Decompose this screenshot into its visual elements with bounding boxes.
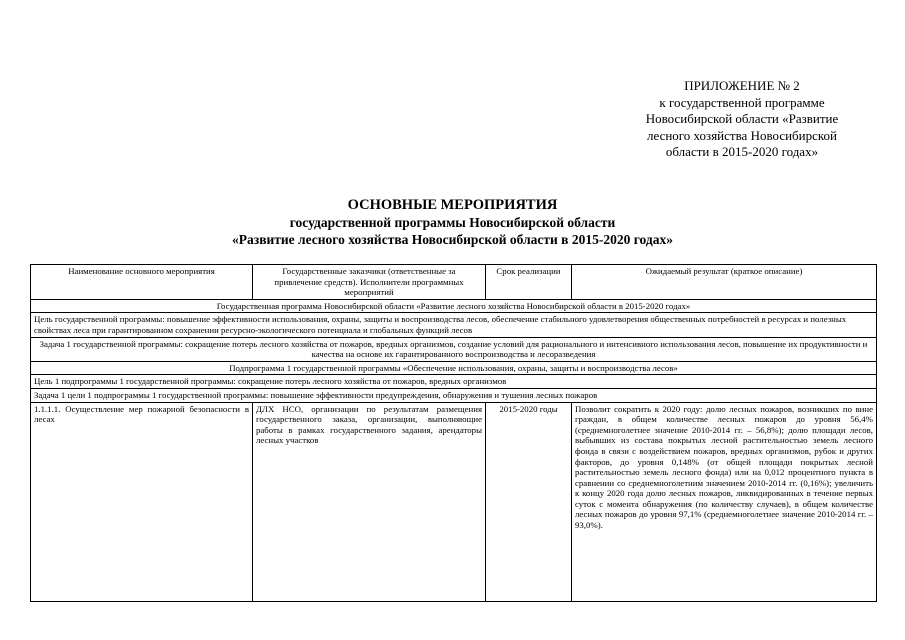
appendix-line: к государственной программе bbox=[659, 94, 825, 110]
subprogram-goal-cell: Цель 1 подпрограммы 1 государственной программы: сокращение потерь лесного хозяйства от пожаров, вредных организмов bbox=[31, 375, 877, 389]
table-row bbox=[31, 313, 877, 337]
document-subtitle: государственной программы Новосибирской области bbox=[289, 215, 616, 230]
column-header-period: Срок реализации bbox=[486, 265, 572, 300]
appendix-block bbox=[612, 78, 872, 161]
program-title-cell: Государственная программа Новосибирской области «Развитие лесного хозяйства Новосибирской области в 2015-2020 годах» bbox=[31, 299, 877, 313]
appendix-line: Новосибирской области «Развитие bbox=[645, 111, 839, 126]
column-header-customers: Государственные заказчики (ответственные за привлечение средств). Исполнители программных мероприятий bbox=[253, 265, 486, 300]
table-row bbox=[31, 299, 877, 313]
column-header-result: Ожидаемый результат (краткое описание) bbox=[572, 265, 877, 300]
document-subtitle-program: «Развитие лесного хозяйства Новосибирской области в 2015-2020 годах» bbox=[232, 232, 673, 247]
table-row bbox=[31, 375, 877, 389]
document-title: ОСНОВНЫЕ МЕРОПРИЯТИЯ bbox=[347, 197, 558, 213]
table-row bbox=[31, 388, 877, 402]
program-task-cell: Задача 1 государственной программы: сокращение потерь лесного хозяйства от пожаров, вредных организмов, создание условий для рационального и интенсивного использования лесов, повышение их продуктивности и качества на основе их гарантированного воспроизводства и лесоразведения bbox=[31, 337, 877, 361]
measures-table bbox=[30, 264, 877, 602]
table-row bbox=[31, 402, 877, 601]
subprogram-title-cell: Подпрограмма 1 государственной программы «Обеспечение использования, охраны, защиты и воспроизводства лесов» bbox=[31, 361, 877, 375]
measure-period-cell: 2015-2020 годы bbox=[486, 402, 572, 601]
column-header-name: Наименование основного мероприятия bbox=[31, 265, 253, 300]
appendix-line: лесного хозяйства Новосибирской bbox=[646, 127, 838, 143]
appendix-line: ПРИЛОЖЕНИЕ № 2 bbox=[684, 78, 800, 93]
table-row bbox=[31, 361, 877, 375]
table-header-row bbox=[31, 265, 877, 300]
program-goal-cell: Цель государственной программы: повышение эффективности использования, охраны, защиты и воспроизводства лесов, обеспечение стабильного удовлетворения общественных потребностей в ресурсах и полезных свойствах леса при гарантированном сохранении ресурсно-экологического потенциала и глобальных функций лесов bbox=[31, 313, 877, 337]
table-row bbox=[31, 337, 877, 361]
measure-result-cell: Позволит сократить к 2020 году: долю лесных пожаров, возникших по вине граждан, в общем количестве лесных пожаров до уровня 56,4% (среднемноголетнее значение 2010-2014 гг. – 56,8%); долю площади лесов, выбывших из состава покрытых лесной растительностью земель лесного фонда в связи с воздействием пожаров, вредных организмов, рубок и других факторов, до уровня 0,148% (от общей площади покрытых лесной растительностью земель лесного фонда) или на 0,012 процентного пункта в сравнении со среднемноголетним значением 2010-2014 гг. (0,16%); увеличить к концу 2020 года долю лесных пожаров, ликвидированных в течение первых суток с момента обнаружения (по количеству случаев), в общем количестве лесных пожаров до уровня 97,1% (среднемноголетнее значение 2010-2014 гг. – 93,0%). bbox=[572, 402, 877, 601]
measure-name-cell: 1.1.1.1. Осуществление мер пожарной безопасности в лесах bbox=[31, 402, 253, 601]
document-heading bbox=[0, 197, 905, 248]
measure-customers-cell: ДЛХ НСО, организации по результатам размещения государственного заказа, организации, выполняющие работы в рамках государственного задания, арендаторы лесных участков bbox=[253, 402, 486, 601]
appendix-line: области в 2015-2020 годах» bbox=[665, 144, 819, 159]
subprogram-task-cell: Задача 1 цели 1 подпрограммы 1 государственной программы: повышение эффективности предупреждения, обнаружения и тушения лесных пожаров bbox=[31, 388, 877, 402]
